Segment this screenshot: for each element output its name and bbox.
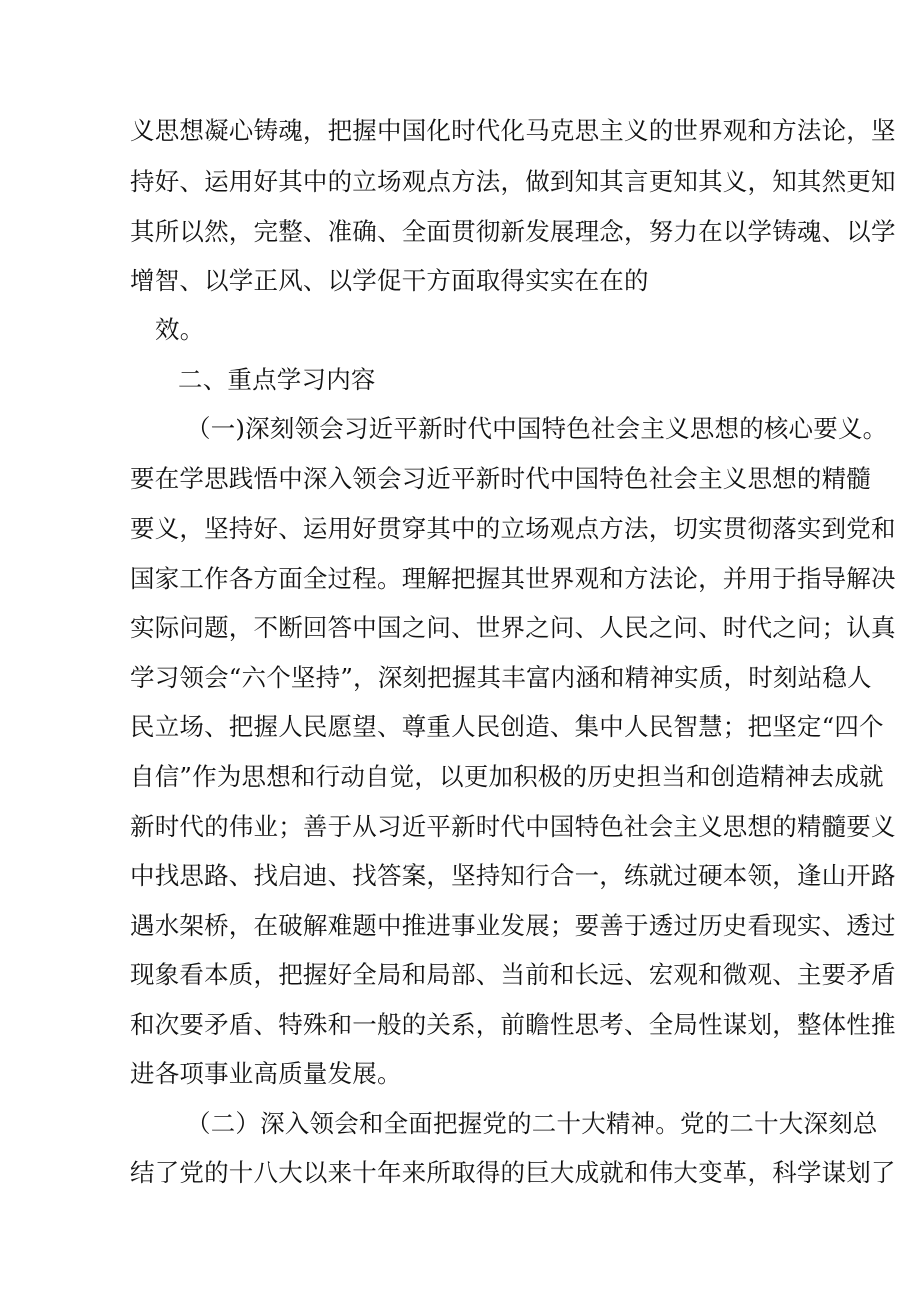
text-line-12: 学习领会“六个坚持”，深刻把握其丰富内涵和精神实质，时刻站稳人 [130, 663, 872, 692]
text-line-15: 新时代的伟业；善于从习近平新时代中国特色社会主义思想的精髓要义 [130, 812, 896, 841]
text-line-1: 义思想凝心铸魂，把握中国化时代化马克思主义的世界观和方法论，坚 [130, 116, 896, 145]
text-line-9: 要义，坚持好、运用好贯穿其中的立场观点方法，切实贯彻落实到党和 [130, 514, 896, 543]
text-line-8: 要在学思践悟中深入领会习近平新时代中国特色社会主义思想的精髓 [130, 464, 871, 493]
text-line-3: 其所以然，完整、准确、全面贯彻新发展理念，努力在以学铸魂、以学 [130, 217, 896, 246]
text-line-22: 结了党的十八大以来十年来所取得的巨大成就和伟大变革，科学谋划了 [130, 1158, 896, 1187]
text-line-16: 中找思路、找启迪、找答案，坚持知行合一，练就过硬本领，逢山开路 [130, 861, 896, 890]
text-line-19: 和次要矛盾、特殊和一般的关系，前瞻性思考、全局性谋划，整体性推 [130, 1010, 896, 1039]
subsection-heading-2: （二）深入领会和全面把握党的二十大精神。党的二十大深刻总 [186, 1109, 878, 1138]
subsection-heading-1: （一)深刻领会习近平新时代中国特色社会主义思想的核心要义。 [186, 414, 888, 443]
text-line-18: 现象看本质，把握好全局和局部、当前和长远、宏观和微观、主要矛盾 [130, 960, 896, 989]
text-line-14: 自信”作为思想和行动自觉，以更加积极的历史担当和创造精神去成就 [130, 762, 884, 791]
text-line-4: 增智、以学正风、以学促干方面取得实实在在的 [130, 266, 649, 295]
section-heading: 二、重点学习内容 [178, 365, 376, 394]
text-line-2: 持好、运用好其中的立场观点方法，做到知其言更知其义，知其然更知 [130, 167, 896, 196]
text-line-10: 国家工作各方面全过程。理解把握其世界观和方法论，并用于指导解决 [130, 564, 896, 593]
text-line-20: 进各项事业高质量发展。 [130, 1059, 402, 1088]
text-line-11: 实际问题，不断回答中国之问、世界之问、人民之问、时代之问；认真 [130, 613, 896, 642]
text-line-17: 遇水架桥，在破解难题中推进事业发展；要善于透过历史看现实、透过 [130, 911, 896, 940]
text-line-13: 民立场、把握人民愿望、尊重人民创造、集中人民智慧；把坚定“四个 [130, 712, 884, 741]
text-line-5: 效。 [155, 315, 205, 344]
